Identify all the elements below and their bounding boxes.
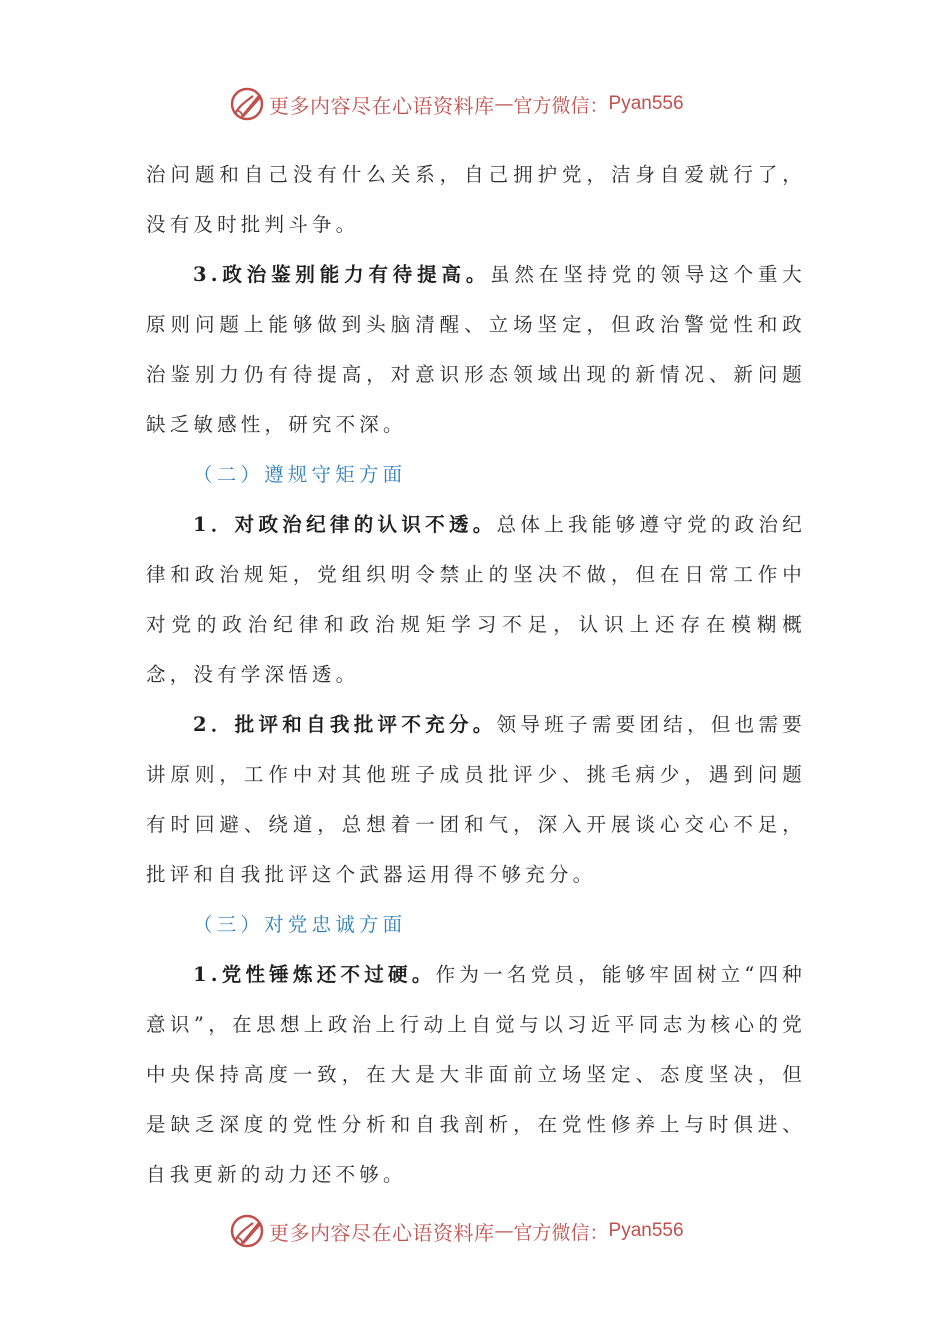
paragraph-political-discernment	[146, 250, 806, 450]
paragraph-lead: 2．批评和自我批评不充分。	[193, 713, 497, 736]
banner-wechat-id: Pyan556	[608, 1220, 684, 1241]
paragraph-text: 作为一名党员，能够牢固树立“四种意识”，在思想上政治上行动上自觉与以习近平同志为核心的党中央保持高度一致，在大是大非面前立场坚定、态度坚决，但是缺乏深度的党性分析和自我剖析，在党性修养上与时俱进、自我更新的动力还不够。	[146, 963, 807, 1186]
banner-dash: —	[494, 93, 514, 115]
paragraph-lead: 1.党性锤炼还不过硬。	[193, 963, 436, 986]
document-body	[146, 150, 806, 1200]
banner-dash: —	[494, 1220, 514, 1242]
header-banner	[229, 84, 684, 124]
banner-wechat-id: Pyan556	[608, 93, 684, 114]
paragraph-continuation: 治问题和自己没有什么关系，自己拥护党，洁身自爱就行了，没有及时批判斗争。	[146, 163, 806, 236]
paragraph-text: 总体上我能够遵守党的政治纪律和政治规矩，党组织明令禁止的坚决不做，但在日常工作中对党的政治纪律和政治规矩学习不足，认识上还存在模糊概念，没有学深悟透。	[146, 513, 806, 686]
paragraph-lead: 1．对政治纪律的认识不透。	[193, 513, 497, 536]
paragraph-party-spirit	[146, 950, 806, 1200]
paragraph-text: 领导班子需要团结，但也需要讲原则，工作中对其他班子成员批评少、挑毛病少，遇到问题有时回避、绕道，总想着一团和气，深入开展谈心交心不足，批评和自我批评这个武器运用得不够充分。	[146, 713, 806, 886]
banner-title: 更多内容尽在心语资料库	[269, 1220, 495, 1245]
section-heading-rules: （二）遵规守矩方面	[193, 463, 407, 486]
paragraph-text: 虽然在坚持党的领导这个重大原则问题上能够做到头脑清醒、立场坚定，但政治警觉性和政治鉴别力仍有待提高，对意识形态领域出现的新情况、新问题缺乏敏感性，研究不深。	[146, 263, 806, 436]
pen-logo-icon	[229, 1213, 265, 1249]
footer-banner	[229, 1211, 684, 1251]
banner-wechat-label: 官方微信：	[513, 94, 609, 117]
paragraph-lead: 3.政治鉴别能力有待提高。	[193, 263, 491, 286]
paragraph-criticism	[146, 700, 806, 900]
banner-title: 更多内容尽在心语资料库	[269, 93, 495, 118]
pen-logo-icon	[229, 86, 265, 122]
section-heading-loyalty: （三）对党忠诚方面	[193, 913, 407, 936]
banner-wechat-label: 官方微信：	[513, 1221, 609, 1244]
paragraph-political-discipline	[146, 500, 806, 700]
